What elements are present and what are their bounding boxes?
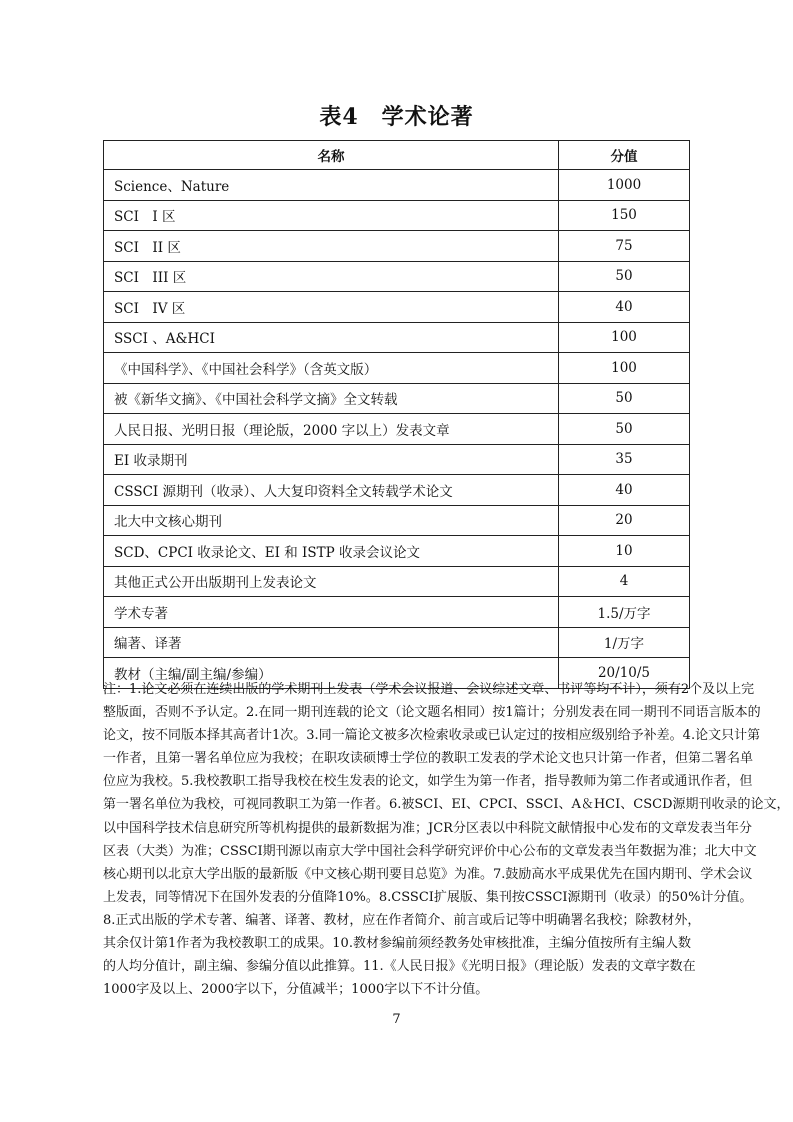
row-value: 40 [559,475,690,506]
row-value: 1.5/万字 [559,597,690,628]
row-name: SCI III 区 [104,261,559,292]
note-line: 以中国科学技术信息研究所等机构提供的最新数据为准；JCR分区表以中科院文献情报中心发布的文章发表当年分 [103,820,752,836]
row-value: 1/万字 [559,627,690,658]
table-row [104,414,690,445]
row-name: EI 收录期刊 [104,444,559,475]
row-value: 50 [559,261,690,292]
note-line: 其余仅计第1作者为我校教职工的成果。10.教材参编前须经教务处审核批准，主编分值按所有主编人数 [103,936,691,952]
table-row [104,505,690,536]
row-value: 20 [559,505,690,536]
row-name: 北大中文核心期刊 [104,505,559,536]
row-value: 20/10/5 [559,658,690,689]
note-line: 论文，按不同版本择其高者计1次。3.同一篇论文被多次检索收录或已认定过的按相应级别给予补差。4.论文只计第 [103,728,761,744]
row-value: 40 [559,292,690,323]
note-line: 8.正式出版的学术专著、编著、译著、教材，应在作者简介、前言或后记等中明确署名我校；除教材外， [103,912,701,928]
table-row [104,170,690,201]
row-name: 学术专著 [104,597,559,628]
column-header-value: 分值 [559,141,690,170]
note-line: 的人均分值计，副主编、参编分值以此推算。11.《人民日报》《光明日报》（理论版）发表的文章字数在 [103,959,696,975]
table-row [104,322,690,353]
row-name: 教材（主编/副主编/参编） [104,658,559,689]
table-row [104,475,690,506]
row-value: 150 [559,200,690,231]
row-name: 被《新华文摘》、《中国社会科学文摘》全文转载 [104,383,559,414]
note-line: 一作者，且第一署名单位应为我校；在职攻读硕博士学位的教职工发表的学术论文也只计第一作者，但第二署名单 [103,751,754,767]
row-value: 100 [559,353,690,384]
row-name: 其他正式公开出版期刊上发表论文 [104,566,559,597]
row-value: 50 [559,383,690,414]
note-line: 注：1.论文必须在连续出版的学术期刊上发表（学术会议报道、会议综述文章、书评等均不计），须有2个及以上完 [103,682,755,697]
table-title: 表4 学术论著 [319,104,474,130]
row-value: 10 [559,536,690,567]
note-line: 1000字及以上、2000字以下，分值减半；1000字以下不计分值。 [103,982,489,998]
table-row [104,444,690,475]
table-header-row [104,141,690,170]
note-line: 位应为我校。5.我校教职工指导我校在校生发表的论文，如学生为第一作者，指导教师为第二作者或通讯作者，但 [103,774,753,790]
row-name: SSCI 、A&HCI [104,322,559,353]
row-value: 1000 [559,170,690,201]
table-row [104,292,690,323]
row-name: 人民日报、光明日报（理论版，2000 字以上）发表文章 [104,414,559,445]
row-value: 35 [559,444,690,475]
academic-works-table [103,140,690,689]
row-name: 编著、译著 [104,627,559,658]
table-row [104,261,690,292]
note-line: 整版面，否则不予认定。2.在同一期刊连载的论文（论文题名相同）按1篇计；分别发表在同一期刊不同语言版本的 [103,705,761,721]
table-row [104,597,690,628]
table-row [104,536,690,567]
row-value: 4 [559,566,690,597]
row-name: SCD、CPCI 收录论文、EI 和 ISTP 收录会议论文 [104,536,559,567]
row-name: SCI II 区 [104,231,559,262]
row-name: SCI I 区 [104,200,559,231]
table-row [104,627,690,658]
table-row [104,353,690,384]
table-row [104,383,690,414]
table-row [104,566,690,597]
table-row [104,231,690,262]
row-name: CSSCI 源期刊（收录）、人大复印资料全文转载学术论文 [104,475,559,506]
table-row [104,200,690,231]
note-line: 区表（大类）为准；CSSCI期刊源以南京大学中国社会科学研究评价中心公布的文章发表当年数据为准；北大中文 [103,843,757,859]
row-name: 《中国科学》、《中国社会科学》（含英文版） [104,353,559,384]
note-line: 第一署名单位为我校，可视同教职工为第一作者。6.被SCI、EI、CPCI、SSCI、A＆HCI、CSCD源期刊收录的论文， [103,797,790,813]
note-line: 上发表，同等情况下在国外发表的分值降10%。8.CSSCI扩展版、集刊按CSSCI源期刊（收录）的50%计分值。 [103,889,753,905]
row-name: Science、Nature [104,170,559,201]
row-value: 50 [559,414,690,445]
page-number: 7 [392,1012,401,1027]
row-name: SCI IV 区 [104,292,559,323]
column-header-name: 名称 [104,141,559,170]
table-notes [103,678,790,1001]
note-line: 核心期刊以北京大学出版的最新版《中文核心期刊要目总览》为准。7.鼓励高水平成果优先在国内期刊、学术会议 [103,866,753,882]
row-value: 100 [559,322,690,353]
row-value: 75 [559,231,690,262]
